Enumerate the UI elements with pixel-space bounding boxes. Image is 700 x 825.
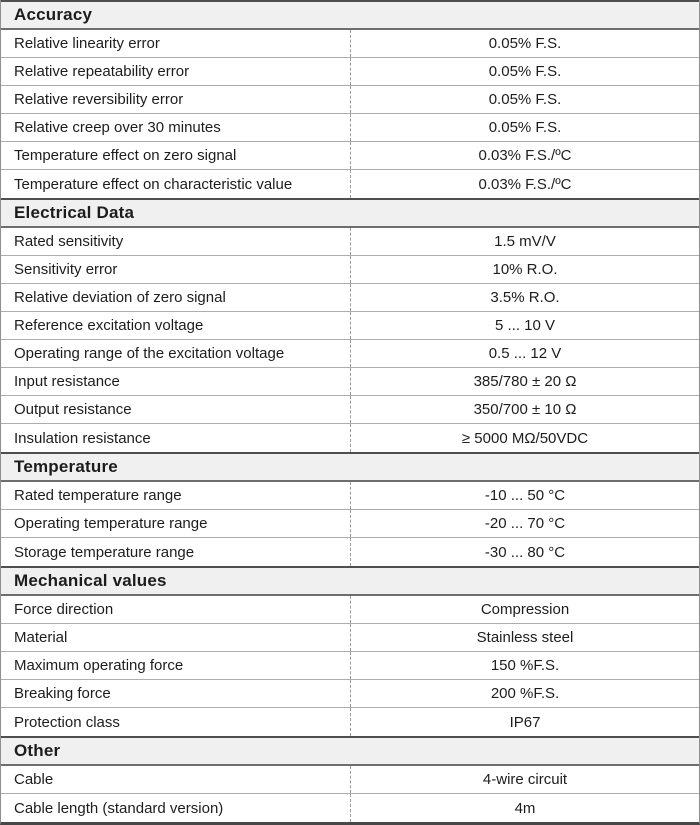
table-row [1,708,699,736]
section-header-electrical-data: Electrical Data [1,198,699,228]
spec-label: Material [14,629,68,646]
table-row [1,30,699,58]
table-row [1,596,699,624]
spec-label: Sensitivity error [14,261,118,278]
spec-value: 150 %F.S. [350,652,699,679]
spec-value: 4-wire circuit [350,766,699,793]
spec-value: 0.5 ... 12 V [350,340,699,367]
table-row [1,284,699,312]
spec-value: 385/780 ± 20 Ω [350,368,699,395]
spec-label: Insulation resistance [14,429,151,447]
section-header-temperature: Temperature [1,452,699,482]
spec-value: 3.5% R.O. [350,284,699,311]
spec-label: Relative reversibility error [14,91,184,108]
spec-label: Cable [14,771,54,788]
spec-label: Breaking force [14,685,111,702]
spec-label: Reference excitation voltage [14,317,204,334]
spec-label: Cable length (standard version) [14,799,224,817]
spec-value: Stainless steel [350,624,699,651]
spec-value: -10 ... 50 °C [350,482,699,509]
spec-value: -20 ... 70 °C [350,510,699,537]
spec-label: Input resistance [14,373,120,390]
spec-label: Protection class [14,713,120,731]
spec-value: 4m [350,794,699,822]
spec-label: Maximum operating force [14,657,184,674]
table-row [1,312,699,340]
table-row [1,624,699,652]
table-row [1,538,699,566]
spec-value: 200 %F.S. [350,680,699,707]
spec-label: Relative creep over 30 minutes [14,119,221,136]
spec-value: ≥ 5000 MΩ/50VDC [350,424,699,452]
spec-label: Relative repeatability error [14,63,190,80]
spec-label: Temperature effect on characteristic value [14,175,293,193]
table-row [1,228,699,256]
spec-value: -30 ... 80 °C [350,538,699,566]
spec-label: Relative deviation of zero signal [14,289,226,306]
table-row [1,396,699,424]
spec-value: Compression [350,596,699,623]
spec-value: 5 ... 10 V [350,312,699,339]
spec-label: Operating temperature range [14,515,208,532]
spec-value: 0.03% F.S./ºC [350,142,699,169]
table-row [1,482,699,510]
table-row [1,652,699,680]
section-header-mechanical-values: Mechanical values [1,566,699,596]
table-row [1,142,699,170]
table-row [1,58,699,86]
spec-label: Rated sensitivity [14,233,124,250]
spec-label: Storage temperature range [14,543,195,561]
spec-label: Force direction [14,601,114,618]
table-row [1,766,699,794]
spec-value: IP67 [350,708,699,736]
spec-label: Rated temperature range [14,487,182,504]
spec-value: 1.5 mV/V [350,228,699,255]
spec-value: 10% R.O. [350,256,699,283]
table-row [1,794,699,822]
spec-value: 0.03% F.S./ºC [350,170,699,198]
spec-label: Operating range of the excitation voltage [14,345,285,362]
table-row [1,340,699,368]
table-row [1,114,699,142]
spec-label: Temperature effect on zero signal [14,147,237,164]
spec-label: Relative linearity error [14,35,160,52]
table-row [1,170,699,198]
spec-value: 0.05% F.S. [350,86,699,113]
section-header-other: Other [1,736,699,766]
table-row [1,368,699,396]
table-row [1,680,699,708]
spec-value: 0.05% F.S. [350,114,699,141]
table-row [1,256,699,284]
spec-value: 350/700 ± 10 Ω [350,396,699,423]
table-row [1,424,699,452]
table-row [1,510,699,538]
spec-label: Output resistance [14,401,132,418]
section-header-accuracy: Accuracy [1,0,699,30]
spec-value: 0.05% F.S. [350,58,699,85]
table-row [1,86,699,114]
spec-value: 0.05% F.S. [350,30,699,57]
